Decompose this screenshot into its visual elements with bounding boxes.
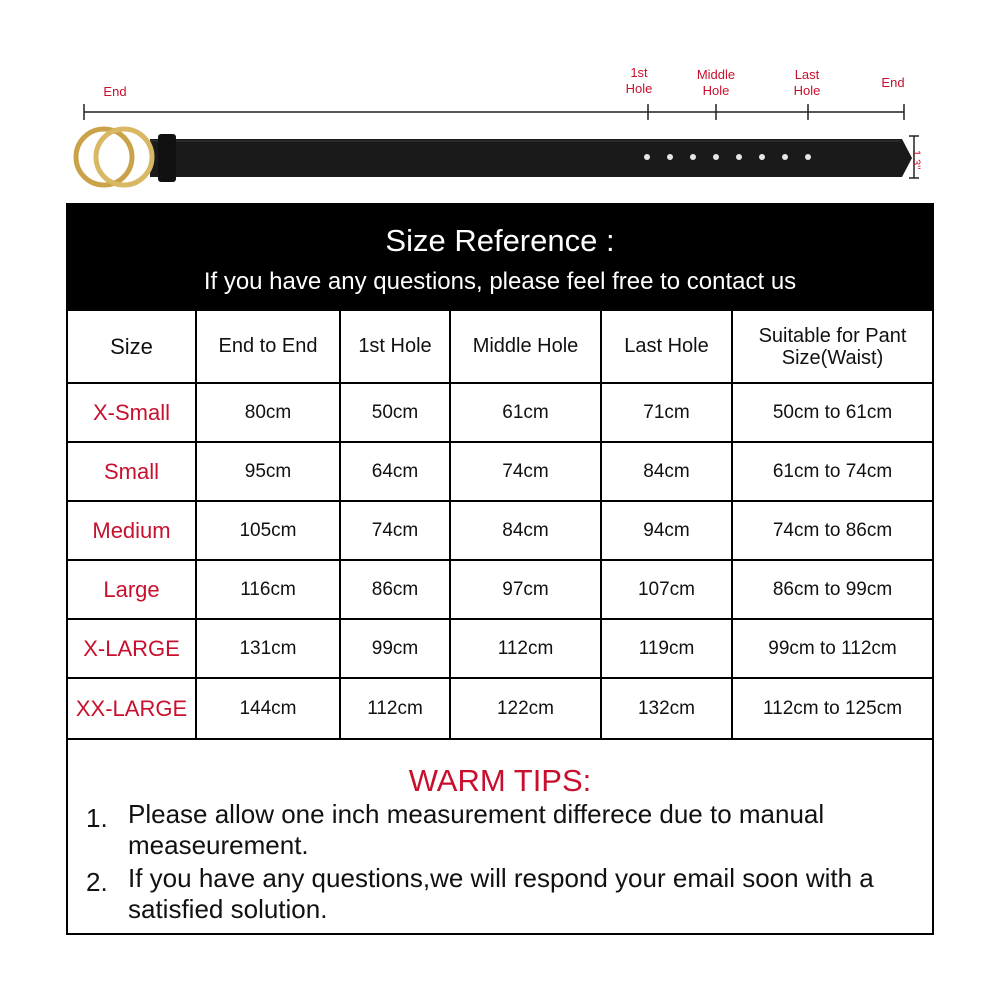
belt-illustration (0, 0, 1000, 200)
table-header-row (68, 311, 932, 383)
header-size: Size (68, 311, 196, 383)
label-middle-hole-l1: Middle (696, 67, 736, 82)
end-to-end-value: 131cm (196, 619, 340, 678)
header-last-hole: Last Hole (601, 311, 732, 383)
size-table (68, 311, 932, 740)
label-end-left: End (103, 84, 127, 99)
table-row (68, 383, 932, 442)
first-hole-value: 64cm (340, 442, 450, 501)
first-hole-value: 50cm (340, 383, 450, 442)
middle-hole-value: 84cm (450, 501, 601, 560)
label-middle-hole-l2: Hole (702, 83, 730, 98)
table-row (68, 442, 932, 501)
size-reference-banner (68, 205, 932, 311)
label-first-hole (614, 65, 664, 97)
end-to-end-value: 80cm (196, 383, 340, 442)
middle-hole-value: 74cm (450, 442, 601, 501)
waist-range-value: 99cm to 112cm (732, 619, 932, 678)
waist-range-value: 86cm to 99cm (732, 560, 932, 619)
header-pant-size-l2: Size(Waist) (781, 346, 884, 369)
belt-keeper (158, 134, 176, 182)
size-name: XX-LARGE (68, 678, 196, 739)
end-to-end-value: 144cm (196, 678, 340, 739)
tip-number: 2. (86, 867, 108, 897)
size-name: Medium (68, 501, 196, 560)
middle-hole-value: 112cm (450, 619, 601, 678)
header-first-hole: 1st Hole (340, 311, 450, 383)
table-row (68, 501, 932, 560)
table-row (68, 560, 932, 619)
label-first-hole-l2: Hole (625, 81, 653, 96)
size-name: Small (68, 442, 196, 501)
header-end-to-end: End to End (196, 311, 340, 383)
size-name: X-LARGE (68, 619, 196, 678)
last-hole-value: 71cm (601, 383, 732, 442)
last-hole-value: 107cm (601, 560, 732, 619)
end-to-end-value: 105cm (196, 501, 340, 560)
end-to-end-value: 116cm (196, 560, 340, 619)
waist-range-value: 112cm to 125cm (732, 678, 932, 739)
banner-subtitle: If you have any questions, please feel free to contact us (203, 268, 797, 295)
waist-range-value: 61cm to 74cm (732, 442, 932, 501)
header-middle-hole: Middle Hole (450, 311, 601, 383)
label-first-hole-l1: 1st (630, 65, 648, 80)
banner-title: Size Reference : (385, 223, 615, 258)
middle-hole-value: 61cm (450, 383, 601, 442)
label-middle-hole (686, 67, 746, 99)
belt-strap (150, 139, 912, 177)
label-belt-width: 1.3'' (910, 150, 922, 170)
first-hole-value: 86cm (340, 560, 450, 619)
label-last-hole-l2: Hole (793, 83, 821, 98)
first-hole-value: 99cm (340, 619, 450, 678)
header-pant-size-l1: Suitable for Pant (758, 324, 907, 347)
tip-text: Please allow one inch measurement differece due to manual measeurement. (128, 799, 825, 860)
warm-tips-title: WARM TIPS: (408, 763, 592, 798)
tip-number: 1. (86, 803, 108, 833)
table-row (68, 619, 932, 678)
middle-hole-value: 122cm (450, 678, 601, 739)
waist-range-value: 50cm to 61cm (732, 383, 932, 442)
first-hole-value: 112cm (340, 678, 450, 739)
size-name: Large (68, 560, 196, 619)
belt-diagram (0, 0, 1000, 200)
label-last-hole-l1: Last (794, 67, 820, 82)
size-name: X-Small (68, 383, 196, 442)
label-end-right: End (881, 75, 905, 90)
end-to-end-value: 95cm (196, 442, 340, 501)
tip-text: If you have any questions,we will respond your email soon with a satisfied solution. (128, 863, 874, 924)
last-hole-value: 132cm (601, 678, 732, 739)
table-row (68, 678, 932, 739)
last-hole-value: 119cm (601, 619, 732, 678)
header-pant-size (732, 311, 932, 383)
label-last-hole (782, 67, 832, 99)
middle-hole-value: 97cm (450, 560, 601, 619)
size-reference-panel (66, 203, 934, 935)
waist-range-value: 74cm to 86cm (732, 501, 932, 560)
first-hole-value: 74cm (340, 501, 450, 560)
warm-tips (68, 739, 932, 933)
last-hole-value: 94cm (601, 501, 732, 560)
last-hole-value: 84cm (601, 442, 732, 501)
